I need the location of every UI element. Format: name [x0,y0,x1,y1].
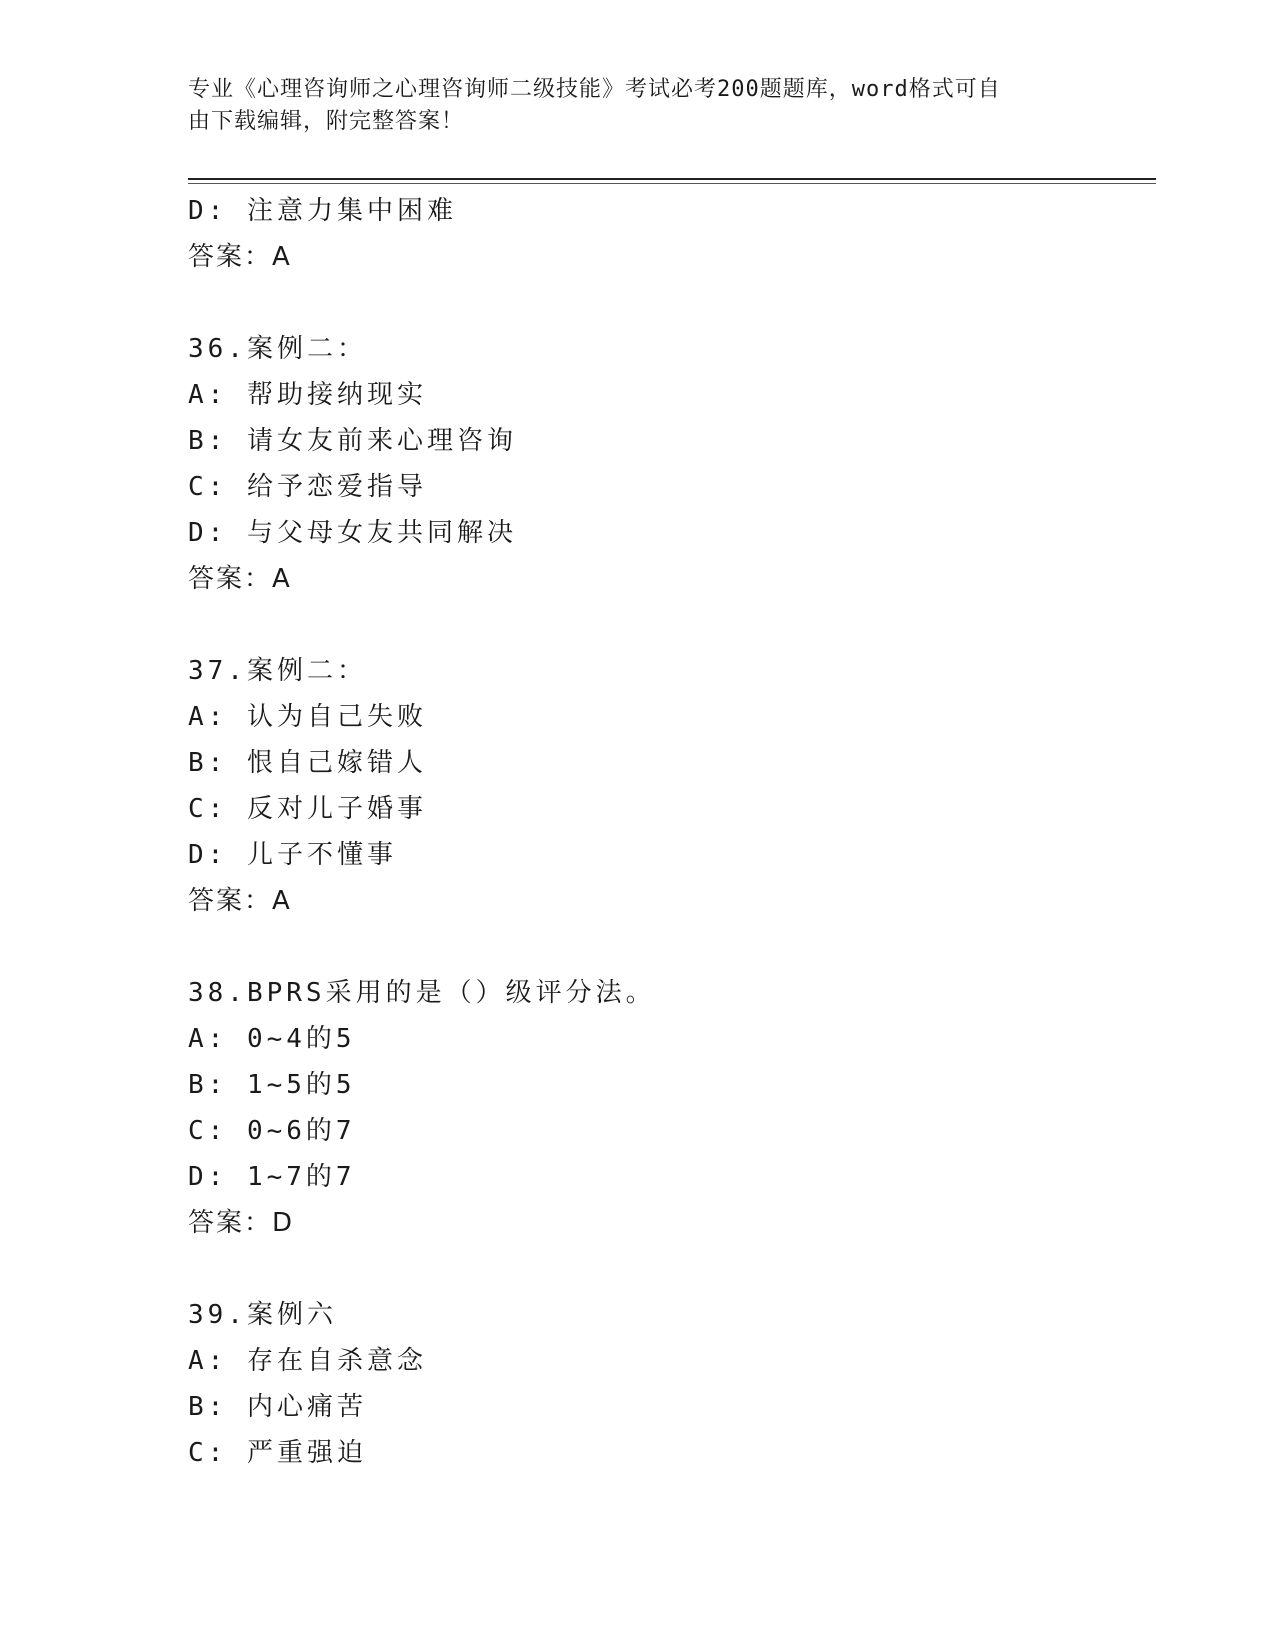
spacer [188,924,1148,970]
option-c: C: 给予恋爱指导 [188,472,427,502]
spacer [188,602,1148,648]
question-stem: 36.案例二： [188,334,367,364]
option-d: D: 注意力集中困难 [188,196,457,226]
option-a: A: 存在自杀意念 [188,1346,427,1376]
question-38 [188,970,1148,1246]
question-35-tail [188,188,1148,280]
option-a: A: 帮助接纳现实 [188,380,427,410]
answer-line: 答案：A [188,886,292,916]
option-d: D: 1~7的7 [188,1162,356,1192]
option-b: B: 1~5的5 [188,1070,356,1100]
option-b: B: 请女友前来心理咨询 [188,426,517,456]
question-stem: 37.案例二： [188,656,367,686]
option-c: C: 反对儿子婚事 [188,794,427,824]
answer-line: 答案：A [188,564,292,594]
option-c: C: 严重强迫 [188,1438,367,1468]
question-36 [188,326,1148,602]
answer-line: 答案：D [188,1208,295,1238]
document-header [188,74,1068,138]
question-39 [188,1292,1148,1476]
spacer [188,280,1148,326]
option-d: D: 儿子不懂事 [188,840,397,870]
answer-line: 答案：A [188,242,292,272]
option-a: A: 0~4的5 [188,1024,356,1054]
header-divider-thick [188,178,1156,180]
spacer [188,1246,1148,1292]
question-stem: 38.BPRS采用的是（）级评分法。 [188,978,656,1008]
option-b: B: 内心痛苦 [188,1392,367,1422]
question-list [188,188,1148,1476]
header-divider-thin [188,183,1156,184]
header-line-1: 专业《心理咨询师之心理咨询师二级技能》考试必考200题题库，word格式可自 [188,77,1001,102]
option-a: A: 认为自己失败 [188,702,427,732]
option-c: C: 0~6的7 [188,1116,356,1146]
option-d: D: 与父母女友共同解决 [188,518,517,548]
question-stem: 39.案例六 [188,1300,337,1330]
option-b: B: 恨自己嫁错人 [188,748,427,778]
header-line-2: 由下载编辑，附完整答案！ [188,109,465,134]
question-37 [188,648,1148,924]
